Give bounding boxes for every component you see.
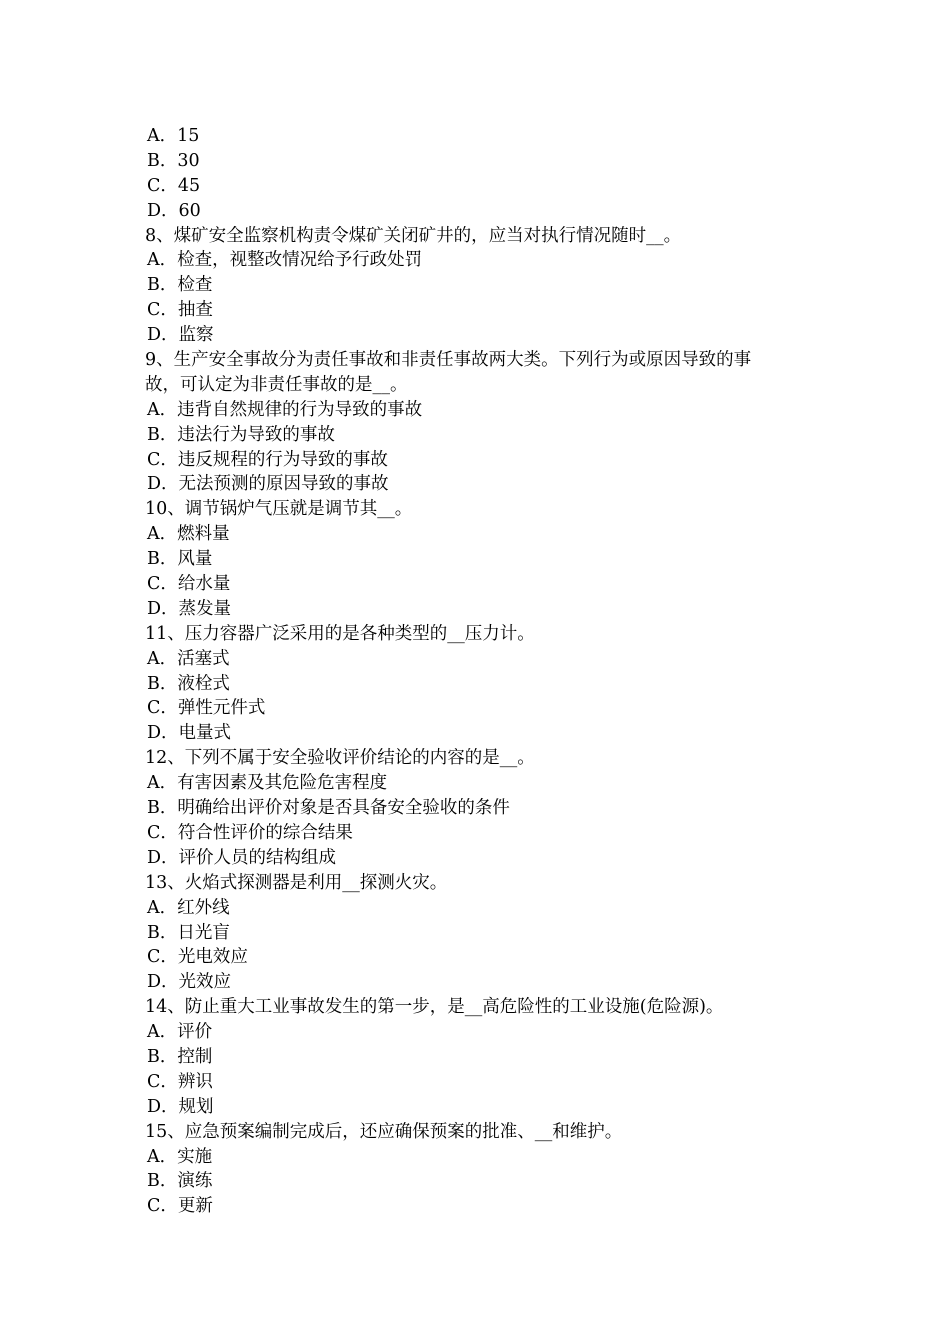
answer-option: C．光电效应 xyxy=(147,947,248,968)
answer-option: A．15 xyxy=(147,126,200,146)
answer-option: B．液栓式 xyxy=(147,673,230,694)
answer-option: D．60 xyxy=(147,200,201,221)
answer-option: A．燃料量 xyxy=(147,524,230,545)
answer-option: B．风量 xyxy=(147,549,213,570)
answer-option: C．给水量 xyxy=(147,574,231,595)
answer-option: B．30 xyxy=(147,150,200,171)
answer-option: A．违背自然规律的行为导致的事故 xyxy=(147,399,423,420)
answer-option: B．明确给出评价对象是否具备安全验收的条件 xyxy=(147,798,510,819)
answer-option: A．评价 xyxy=(147,1022,213,1043)
answer-option: B．检查 xyxy=(147,275,213,296)
answer-option: A．检查，视整改情况给予行政处罚 xyxy=(147,250,423,271)
answer-option: C．抽查 xyxy=(147,300,213,321)
answer-option: B．演练 xyxy=(147,1171,213,1192)
answer-option: D．无法预测的原因导致的事故 xyxy=(147,474,389,495)
answer-option: C．更新 xyxy=(147,1196,213,1217)
answer-option: D．电量式 xyxy=(147,723,232,744)
answer-option: D．监察 xyxy=(147,325,214,346)
question-text: 15、应急预案编制完成后，还应确保预案的批准、__和维护。 xyxy=(145,1121,623,1142)
answer-option: C．违反规程的行为导致的事故 xyxy=(147,449,388,470)
answer-option: A．有害因素及其危险危害程度 xyxy=(147,773,388,794)
question-text: 8、煤矿安全监察机构责令煤矿关闭矿井的，应当对执行情况随时__。 xyxy=(145,225,682,246)
answer-option: A．红外线 xyxy=(147,897,230,918)
question-text-continued: 故，可认定为非责任事故的是__。 xyxy=(145,374,408,395)
answer-option: D．规划 xyxy=(147,1096,214,1117)
question-text: 11、压力容器广泛采用的是各种类型的__压力计。 xyxy=(145,623,535,644)
question-text: 12、下列不属于安全验收评价结论的内容的是__。 xyxy=(145,748,535,769)
question-text: 10、调节锅炉气压就是调节其__。 xyxy=(145,499,413,520)
answer-option: D．评价人员的结构组成 xyxy=(147,847,337,868)
answer-option: C．弹性元件式 xyxy=(147,698,266,719)
answer-option: C．辨识 xyxy=(147,1071,213,1092)
question-text: 14、防止重大工业事故发生的第一步，是__高危险性的工业设施(危险源)。 xyxy=(145,997,724,1018)
answer-option: D．蒸发量 xyxy=(147,598,232,619)
answer-option: A．实施 xyxy=(147,1146,213,1167)
answer-option: B．控制 xyxy=(147,1046,213,1067)
document-body xyxy=(0,124,950,1219)
question-text: 13、火焰式探测器是利用__探测火灾。 xyxy=(145,872,448,893)
answer-option: A．活塞式 xyxy=(147,648,230,669)
answer-option: D．光效应 xyxy=(147,972,232,993)
answer-option: C．45 xyxy=(147,175,201,196)
answer-option: C．符合性评价的综合结果 xyxy=(147,822,353,843)
answer-option: B．违法行为导致的事故 xyxy=(147,424,335,445)
answer-option: B．日光盲 xyxy=(147,922,230,943)
question-text: 9、生产安全事故分为责任事故和非责任事故两大类。下列行为或原因导致的事 xyxy=(145,350,752,371)
